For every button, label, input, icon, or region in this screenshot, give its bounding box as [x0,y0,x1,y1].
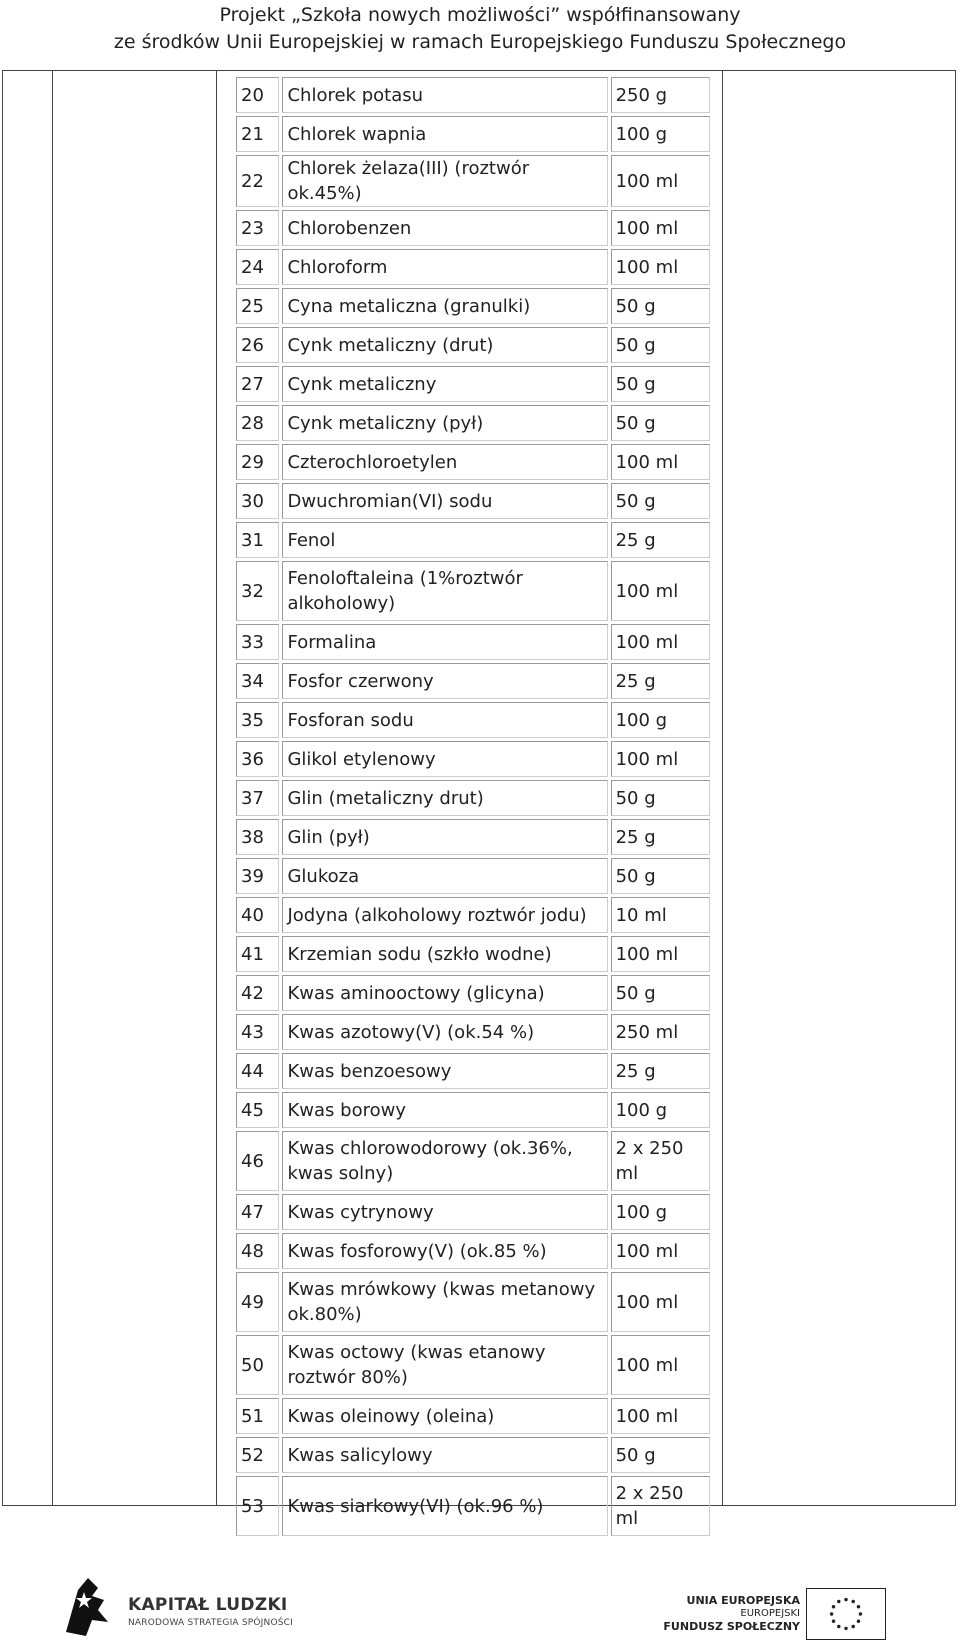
chemical-name: Kwas azotowy(V) (ok.54 %) [282,1014,607,1050]
eu-star-icon [857,1619,860,1622]
kapital-ludzki-title: KAPITAŁ LUDZKI [128,1595,288,1615]
quantity: 100 ml [611,1335,710,1395]
row-number: 50 [236,1335,279,1395]
quantity: 250 g [611,77,710,113]
chemical-name: Kwas borowy [282,1092,607,1128]
chemical-name: Fenol [282,522,607,558]
chemical-name: Glin (metaliczny drut) [282,780,607,816]
chemical-name: Chlorobenzen [282,210,607,246]
header-line-1: Projekt „Szkoła nowych możliwości” współfinansowany [219,4,741,26]
quantity: 100 g [611,1092,710,1128]
chemical-name: Cynk metaliczny [282,366,607,402]
eu-star-icon [832,1605,835,1608]
chemical-name: Kwas cytrynowy [282,1194,607,1230]
quantity: 100 g [611,116,710,152]
eu-flag-icon [806,1588,886,1640]
chemical-name: Kwas mrówkowy (kwas metanowy ok.80%) [282,1272,607,1332]
quantity: 2 x 250 ml [611,1476,710,1536]
table-row [236,663,710,699]
chemical-name: Kwas octowy (kwas etanowy roztwór 80%) [282,1335,607,1395]
row-number: 20 [236,77,279,113]
chemical-name: Czterochloroetylen [282,444,607,480]
chemicals-table [233,74,713,1539]
chemical-name: Kwas benzoesowy [282,1053,607,1089]
table-row [236,1335,710,1395]
column-divider [722,70,723,1506]
eu-star-icon [851,1600,854,1603]
kapital-ludzki-logo-icon [58,1570,118,1640]
quantity: 50 g [611,858,710,894]
table-row [236,1272,710,1332]
column-divider [216,70,217,1506]
table-row [236,741,710,777]
quantity: 50 g [611,327,710,363]
chemical-name: Kwas aminooctowy (glicyna) [282,975,607,1011]
row-number: 34 [236,663,279,699]
row-number: 26 [236,327,279,363]
row-number: 48 [236,1233,279,1269]
quantity: 100 g [611,702,710,738]
table-row [236,858,710,894]
chemical-name: Cyna metaliczna (granulki) [282,288,607,324]
quantity: 25 g [611,1053,710,1089]
row-number: 36 [236,741,279,777]
table-row [236,1476,710,1536]
chemical-name: Krzemian sodu (szkło wodne) [282,936,607,972]
quantity: 100 g [611,1194,710,1230]
table-row [236,702,710,738]
table-row [236,1014,710,1050]
chemical-name: Chlorek potasu [282,77,607,113]
table-row [236,819,710,855]
header-line-2: ze środków Unii Europejskiej w ramach Europejskiego Funduszu Społecznego [113,31,847,53]
quantity: 2 x 250 ml [611,1131,710,1191]
chemical-name: Chlorek wapnia [282,116,607,152]
row-number: 49 [236,1272,279,1332]
eu-star-icon [837,1600,840,1603]
quantity: 100 ml [611,1272,710,1332]
kapital-ludzki-subtitle: NARODOWA STRATEGIA SPÓJNOŚCI [128,1618,293,1628]
table-row [236,624,710,660]
row-number: 51 [236,1398,279,1434]
table-row [236,780,710,816]
table-row [236,522,710,558]
table-row [236,249,710,285]
table-row [236,561,710,621]
quantity: 100 ml [611,249,710,285]
table-row [236,405,710,441]
row-number: 52 [236,1437,279,1473]
table-row [236,155,710,207]
table-row [236,366,710,402]
row-number: 46 [236,1131,279,1191]
chemical-name: Kwas oleinowy (oleina) [282,1398,607,1434]
chemical-name: Dwuchromian(VI) sodu [282,483,607,519]
quantity: 100 ml [611,210,710,246]
chemical-name: Kwas chlorowodorowy (ok.36%, kwas solny) [282,1131,607,1191]
quantity: 25 g [611,819,710,855]
table-row [236,1398,710,1434]
row-number: 33 [236,624,279,660]
chemical-name: Cynk metaliczny (drut) [282,327,607,363]
quantity: 50 g [611,780,710,816]
chemical-name: Glukoza [282,858,607,894]
row-number: 23 [236,210,279,246]
row-number: 22 [236,155,279,207]
row-number: 21 [236,116,279,152]
chemical-name: Cynk metaliczny (pył) [282,405,607,441]
table-row [236,116,710,152]
eu-star-icon [857,1605,860,1608]
row-number: 40 [236,897,279,933]
quantity: 25 g [611,522,710,558]
table-row [236,1233,710,1269]
eu-star-icon [832,1619,835,1622]
quantity: 50 g [611,405,710,441]
chemical-name: Chloroform [282,249,607,285]
row-number: 41 [236,936,279,972]
row-number: 37 [236,780,279,816]
quantity: 250 ml [611,1014,710,1050]
row-number: 47 [236,1194,279,1230]
quantity: 50 g [611,366,710,402]
page-footer [0,1560,960,1646]
row-number: 38 [236,819,279,855]
chemical-name: Kwas siarkowy(VI) (ok.96 %) [282,1476,607,1536]
table-row [236,77,710,113]
row-number: 35 [236,702,279,738]
table-row [236,936,710,972]
eu-star-icon [844,1598,847,1601]
column-divider [52,70,53,1506]
row-number: 42 [236,975,279,1011]
eu-star-icon [851,1625,854,1628]
eu-star-icon [830,1612,833,1615]
row-number: 30 [236,483,279,519]
quantity: 25 g [611,663,710,699]
row-number: 25 [236,288,279,324]
quantity: 100 ml [611,1398,710,1434]
table-row [236,327,710,363]
table-row [236,1053,710,1089]
row-number: 29 [236,444,279,480]
chemical-name: Kwas fosforowy(V) (ok.85 %) [282,1233,607,1269]
quantity: 100 ml [611,155,710,207]
quantity: 50 g [611,483,710,519]
eu-label-line-1: UNIA EUROPEJSKA [686,1594,800,1607]
row-number: 24 [236,249,279,285]
chemical-name: Chlorek żelaza(III) (roztwór ok.45%) [282,155,607,207]
quantity: 50 g [611,975,710,1011]
table-row [236,210,710,246]
chemical-name: Fenoloftaleina (1%roztwór alkoholowy) [282,561,607,621]
quantity: 50 g [611,288,710,324]
table-row [236,288,710,324]
row-number: 53 [236,1476,279,1536]
chemical-name: Jodyna (alkoholowy roztwór jodu) [282,897,607,933]
table-row [236,1092,710,1128]
table-row [236,1437,710,1473]
chemical-name: Glikol etylenowy [282,741,607,777]
eu-star-icon [837,1625,840,1628]
quantity: 100 ml [611,741,710,777]
quantity: 100 ml [611,444,710,480]
quantity: 10 ml [611,897,710,933]
quantity: 100 ml [611,561,710,621]
row-number: 31 [236,522,279,558]
table-row [236,1194,710,1230]
eu-label [663,1594,800,1633]
row-number: 32 [236,561,279,621]
table-row [236,444,710,480]
chemical-name: Formalina [282,624,607,660]
chemical-name: Fosforan sodu [282,702,607,738]
row-number: 44 [236,1053,279,1089]
quantity: 50 g [611,1437,710,1473]
chemicals-table-body [236,77,710,1536]
eu-star-icon [859,1612,862,1615]
eu-star-icon [844,1627,847,1630]
table-row [236,897,710,933]
table-row [236,483,710,519]
quantity: 100 ml [611,1233,710,1269]
quantity: 100 ml [611,624,710,660]
row-number: 27 [236,366,279,402]
page-header [0,0,960,56]
chemical-name: Kwas salicylowy [282,1437,607,1473]
table-row [236,1131,710,1191]
row-number: 39 [236,858,279,894]
quantity: 100 ml [611,936,710,972]
row-number: 45 [236,1092,279,1128]
row-number: 28 [236,405,279,441]
chemical-name: Glin (pył) [282,819,607,855]
eu-label-line-3: FUNDUSZ SPOŁECZNY [663,1620,800,1633]
row-number: 43 [236,1014,279,1050]
table-row [236,975,710,1011]
eu-label-line-2: EUROPEJSKI [740,1608,800,1619]
chemical-name: Fosfor czerwony [282,663,607,699]
